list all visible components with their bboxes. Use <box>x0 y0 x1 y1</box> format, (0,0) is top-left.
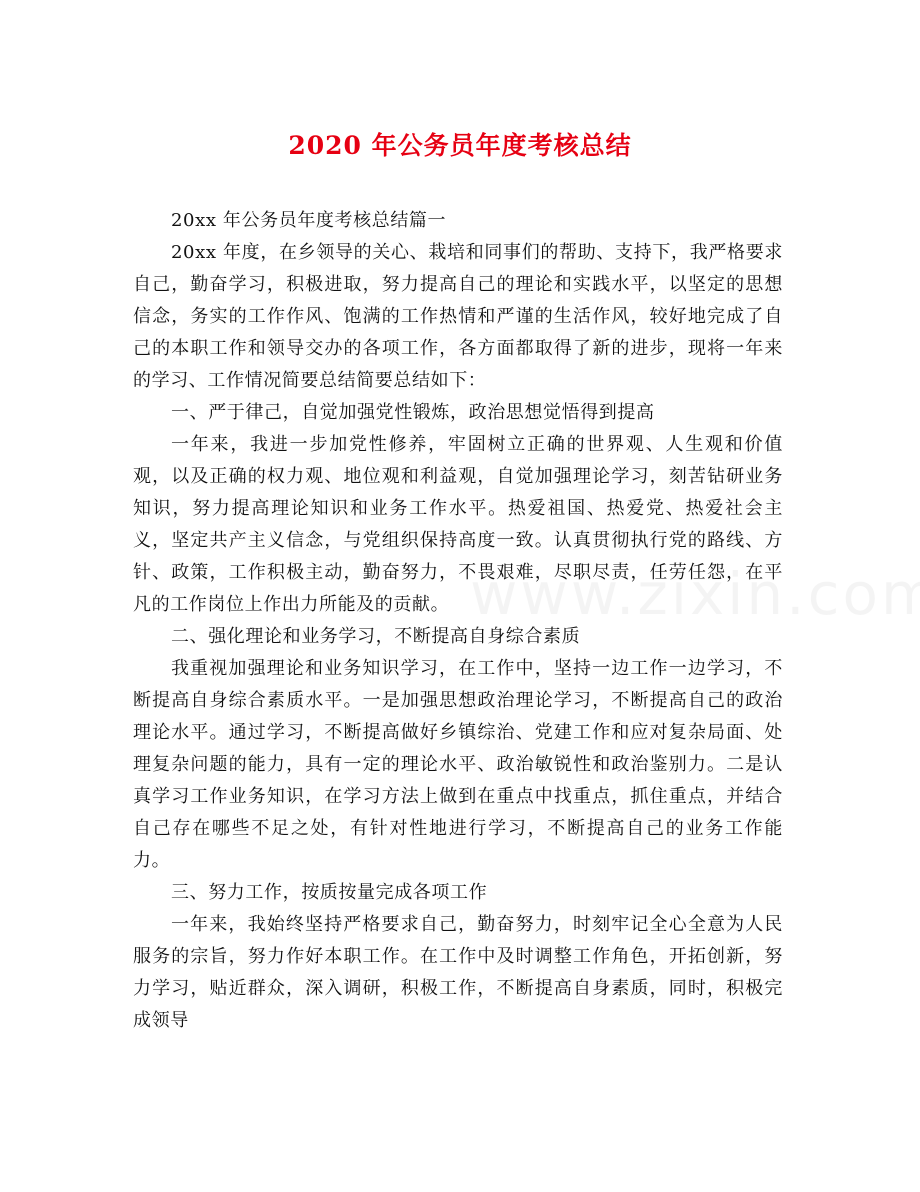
paragraph-intro: 20xx 年度，在乡领导的关心、栽培和同事们的帮助、支持下，我严格要求自己，勤奋学习，积极进取，努力提高自己的理论和实践水平，以坚定的思想信念，务实的工作作风、饱满的工作热情和严谨的生活作风，较好地完成了自己的本职工作和领导交办的各项工作，各方面都取得了新的进步，现将一年来的学习、工作情况简要总结简要总结如下： <box>133 242 783 391</box>
paragraph-2: 我重视加强理论和业务知识学习，在工作中，坚持一边工作一边学习，不断提高自身综合素质水平。一是加强思想政治理论学习，不断提高自己的政治理论水平。通过学习，不断提高做好乡镇综治、党建工作和应对复杂局面、处理复杂问题的能力，具有一定的理论水平、政治敏锐性和政治鉴别力。二是认真学习工作业务知识，在学习方法上做到在重点中找重点，抓住重点，并结合自己存在哪些不足之处，有针对性地进行学习，不断提高自己的业务工作能力。 <box>133 658 783 871</box>
section-heading-1: 一、严于律己，自觉加强党性锻炼，政治思想觉悟得到提高 <box>171 402 655 423</box>
section-heading-3: 三、努力工作，按质按量完成各项工作 <box>171 882 488 903</box>
paragraph-1: 一年来，我进一步加党性修养，牢固树立正确的世界观、人生观和价值观，以及正确的权力观、地位观和利益观，自觉加强理论学习，刻苦钻研业务知识，努力提高理论知识和业务工作水平。热爱祖国、热爱党、热爱社会主义，坚定共产主义信念，与党组织保持高度一致。认真贯彻执行党的路线、方针、政策，工作积极主动，勤奋努力，不畏艰难，尽职尽责，任劳任怨，在平凡的工作岗位上作出力所能及的贡献。 <box>133 434 783 615</box>
section-heading-2: 二、强化理论和业务学习，不断提高自身综合素质 <box>171 626 581 647</box>
document-body <box>133 205 783 1037</box>
section-heading-intro: 20xx 年公务员年度考核总结篇一 <box>171 210 447 231</box>
paragraph-3: 一年来，我始终坚持严格要求自己，勤奋努力，时刻牢记全心全意为人民服务的宗旨，努力作好本职工作。在工作中及时调整工作角色，开拓创新，努力学习，贴近群众，深入调研，积极工作，不断提高自身素质，同时，积极完成领导 <box>133 914 783 1031</box>
document-title: 2020 年公务员年度考核总结 <box>288 131 632 160</box>
